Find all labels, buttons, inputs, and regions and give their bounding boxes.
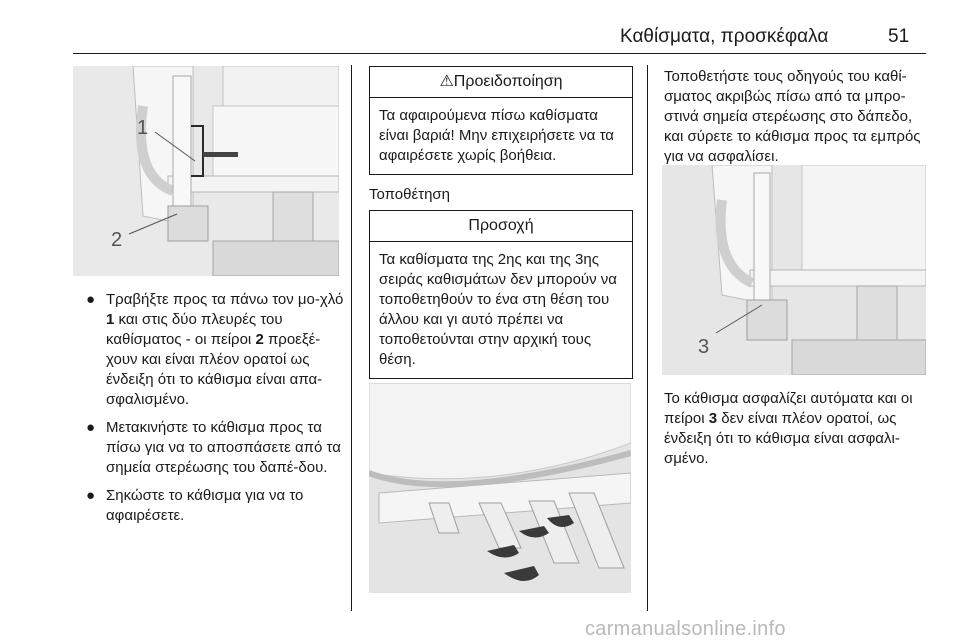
warning-body: Τα αφαιρούμενα πίσω καθίσματα είναι βαριά! Μην επιχειρήσετε να τα αφαιρέσετε χωρίς βοήθεια.: [379, 107, 614, 164]
page-header-title: Καθίσματα, προσκέφαλα: [620, 26, 829, 47]
bullet-text: Τραβήξτε προς τα πάνω τον μο-χλό: [106, 291, 344, 308]
list-item: [86, 290, 344, 410]
outro-text: Το κάθισμα ασφαλίζει αυτόματα και οι πείροι: [664, 390, 913, 427]
column-divider-right: [647, 65, 648, 611]
callout-2: 2: [111, 229, 123, 251]
bullet-text: Σηκώστε το κάθισμα για να το αφαιρέσετε.: [106, 487, 304, 524]
seat-release-drawing: [73, 66, 339, 276]
seat-rails-drawing: [369, 383, 631, 593]
bullet-text: προεξέ-χουν και είναι πλέον ορατοί ως ένδειξη ότι το κάθισμα είναι απα-σφαλισμένο.: [106, 331, 323, 408]
warning-title: Προειδοποίηση: [453, 73, 563, 90]
warning-box-header: [370, 67, 632, 98]
seat-release-illustration: [73, 66, 339, 276]
removal-steps-list: [86, 290, 344, 534]
list-item: [86, 418, 344, 478]
outro-text: δεν είναι πλέον ορατοί, ως ένδειξη ότι το κάθισμα είναι ασφαλι-σμένο.: [664, 410, 900, 467]
caution-body: Τα καθίσματα της 2ης και της 3ης σειράς καθισμάτων δεν μπορούν να τοποθετηθούν το ένα στη θέση του άλλου και γι αυτό πρέπει να τοποθετούνται στην αρχική τους θέση.: [379, 251, 617, 368]
warning-box: [369, 66, 633, 175]
outro-text: 3: [708, 410, 718, 427]
warning-icon: ⚠: [439, 73, 454, 90]
callout-3: 3: [698, 336, 710, 358]
bullet-text: και στις δύο πλευρές του καθίσματος - οι πείροι: [106, 311, 283, 348]
bullet-text: 2: [255, 331, 264, 348]
caution-title: Προσοχή: [370, 211, 632, 242]
seat-lock-drawing: [662, 165, 926, 375]
bullet-marker: ●: [86, 291, 96, 308]
seat-lock-illustration: [662, 165, 926, 375]
header-rule: [73, 53, 926, 54]
bullet-marker: ●: [86, 419, 96, 436]
bullet-text: 1: [106, 311, 115, 328]
installation-heading: Τοποθέτηση: [369, 186, 451, 203]
list-item: [86, 486, 344, 526]
callout-1: 1: [137, 117, 149, 139]
bullet-text: Μετακινήστε το κάθισμα προς τα πίσω για να το αποσπάσετε από τα σημεία στερέωσης του δαπέ-δου.: [106, 419, 341, 476]
column-divider-left: [351, 65, 352, 611]
watermark: carmanualsonline.info: [585, 618, 786, 640]
page-number: 51: [888, 26, 910, 47]
bullet-marker: ●: [86, 487, 96, 504]
seat-rails-illustration: [369, 383, 631, 593]
lock-confirmation-text: [664, 389, 926, 469]
caution-box: [369, 210, 633, 379]
install-instructions: Τοποθετήστε τους οδηγούς του καθί-σματος ακριβώς πίσω από τα μπρο-στινά σημεία στερέωσης στο δάπεδο, και σύρετε το κάθισμα προς τα εμπρός για να ασφαλίσει.: [664, 68, 921, 165]
